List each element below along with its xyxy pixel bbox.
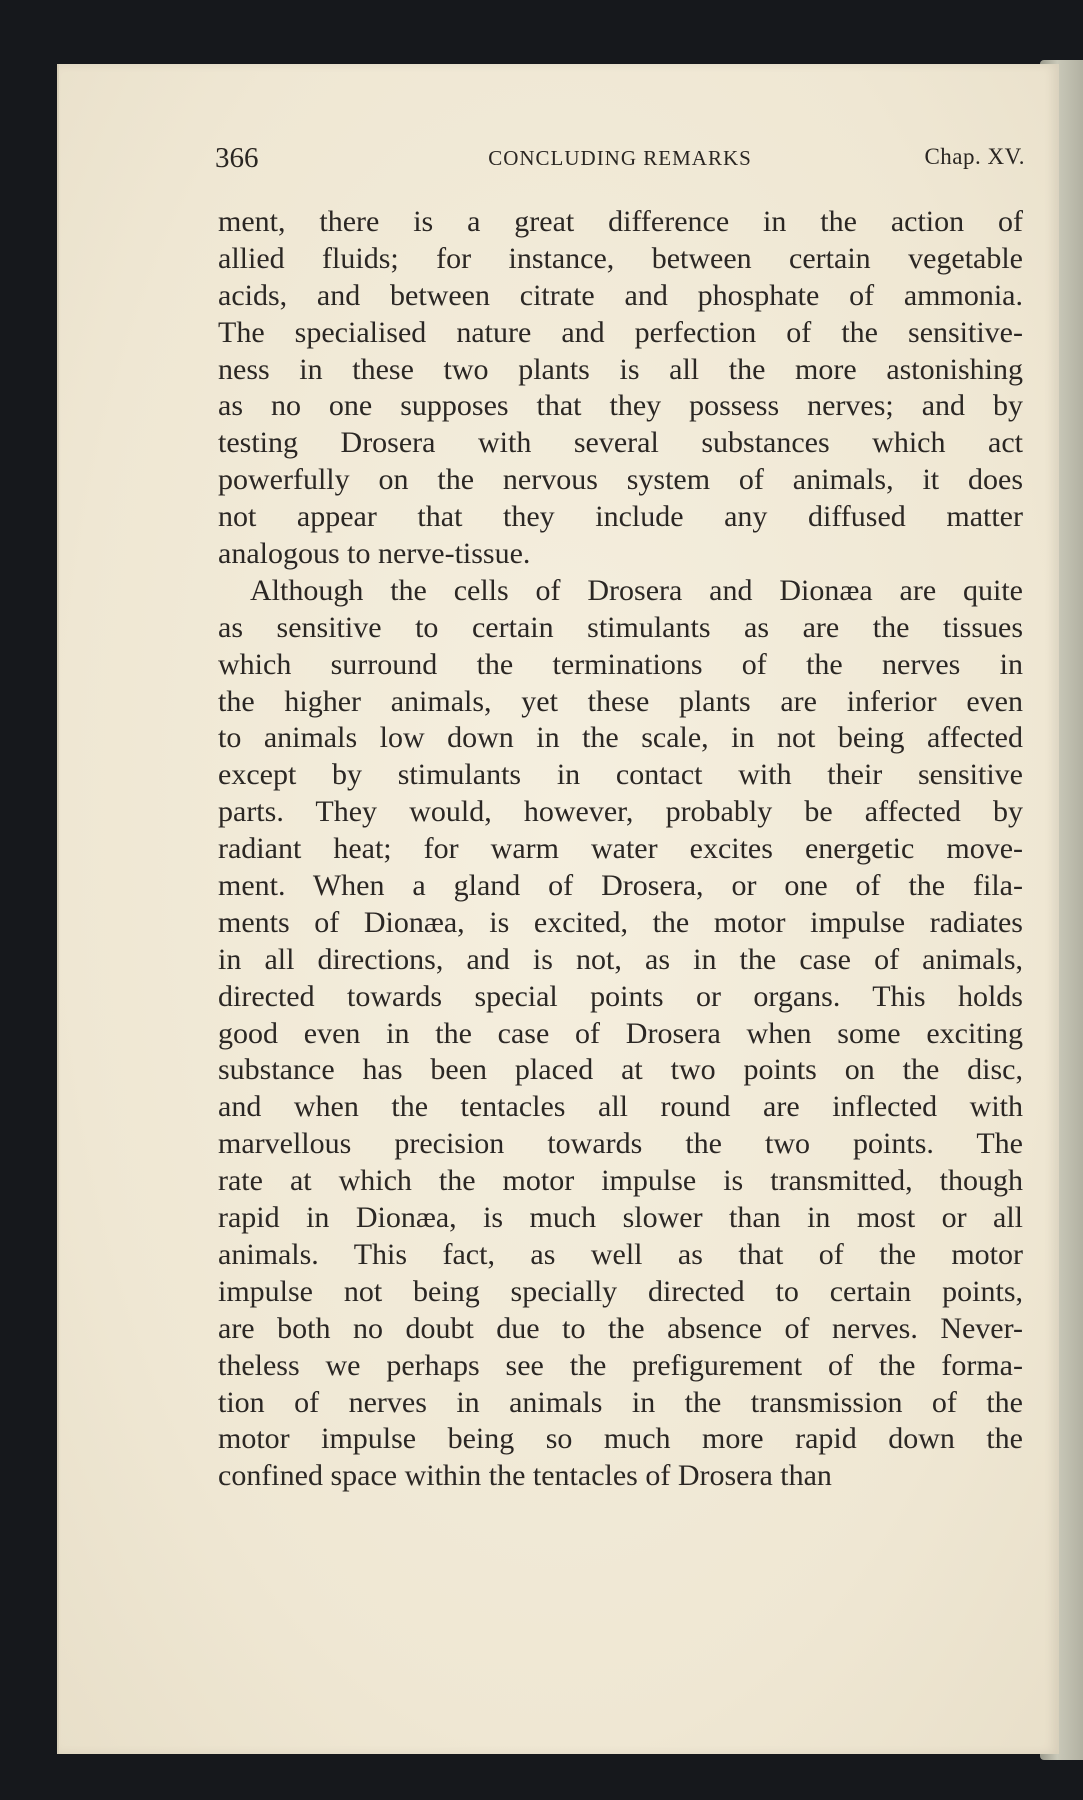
paragraph <box>218 573 1023 1495</box>
text-line: powerfully on the nervous system of animals, it does <box>218 463 1023 497</box>
running-header <box>215 142 1025 182</box>
text-line: rapid in Dionæa, is much slower than in most or all <box>218 1201 1023 1235</box>
text-line: except by stimulants in contact with their sensitive <box>218 758 1023 792</box>
text-line: as no one supposes that they possess nerves; and by <box>218 389 1023 423</box>
text-line: Although the cells of Drosera and Dionæa are quite <box>250 573 1023 607</box>
text-line: tion of nerves in animals in the transmission of the <box>218 1385 1023 1419</box>
text-line: rate at which the motor impulse is transmitted, though <box>218 1164 1023 1198</box>
text-line: confined space within the tentacles of Drosera than <box>218 1459 832 1493</box>
text-line: allied fluids; for instance, between certain vegetable <box>218 241 1023 275</box>
page-number: 366 <box>215 142 259 174</box>
text-line: radiant heat; for warm water excites energetic move- <box>218 832 1023 866</box>
chapter-reference: Chap. XV. <box>924 144 1025 169</box>
text-line: which surround the terminations of the nerves in <box>218 647 1023 681</box>
text-line: ment, there is a great difference in the action of <box>218 205 1023 238</box>
text-line: analogous to nerve-tissue. <box>218 537 531 571</box>
paragraph <box>218 204 1023 573</box>
text-line: parts. They would, however, probably be affected by <box>218 795 1023 829</box>
text-line: as sensitive to certain stimulants as are the tissues <box>218 610 1023 644</box>
running-title: CONCLUDING REMARKS <box>488 146 752 170</box>
text-line: the higher animals, yet these plants are inferior even <box>218 684 1023 718</box>
text-line: impulse not being specially directed to certain points, <box>218 1274 1023 1308</box>
text-line: testing Drosera with several substances which act <box>218 426 1023 460</box>
body-text <box>218 204 1023 1495</box>
text-line: motor impulse being so much more rapid down the <box>218 1422 1023 1456</box>
text-line: animals. This fact, as well as that of the motor <box>218 1237 1023 1271</box>
text-line: The specialised nature and perfection of the sensitive- <box>218 315 1023 349</box>
text-line: substance has been placed at two points on the disc, <box>218 1053 1023 1087</box>
text-line: marvellous precision towards the two points. The <box>218 1127 1023 1161</box>
text-line: ment. When a gland of Drosera, or one of the fila- <box>218 869 1023 903</box>
text-line: good even in the case of Drosera when some exciting <box>218 1016 1023 1050</box>
text-line: are both no doubt due to the absence of nerves. Never- <box>218 1311 1023 1345</box>
text-line: to animals low down in the scale, in not being affected <box>218 721 1023 755</box>
text-line: not appear that they include any diffused matter <box>218 500 1023 534</box>
text-line: acids, and between citrate and phosphate of ammonia. <box>218 278 1023 312</box>
text-line: directed towards special points or organs. This holds <box>218 979 1023 1013</box>
text-line: in all directions, and is not, as in the case of animals, <box>218 942 1023 976</box>
text-line: and when the tentacles all round are inflected with <box>218 1090 1023 1124</box>
text-line: ness in these two plants is all the more astonishing <box>218 352 1023 386</box>
text-line: theless we perhaps see the prefigurement of the forma- <box>218 1348 1023 1382</box>
text-line: ments of Dionæa, is excited, the motor impulse radiates <box>218 905 1023 939</box>
